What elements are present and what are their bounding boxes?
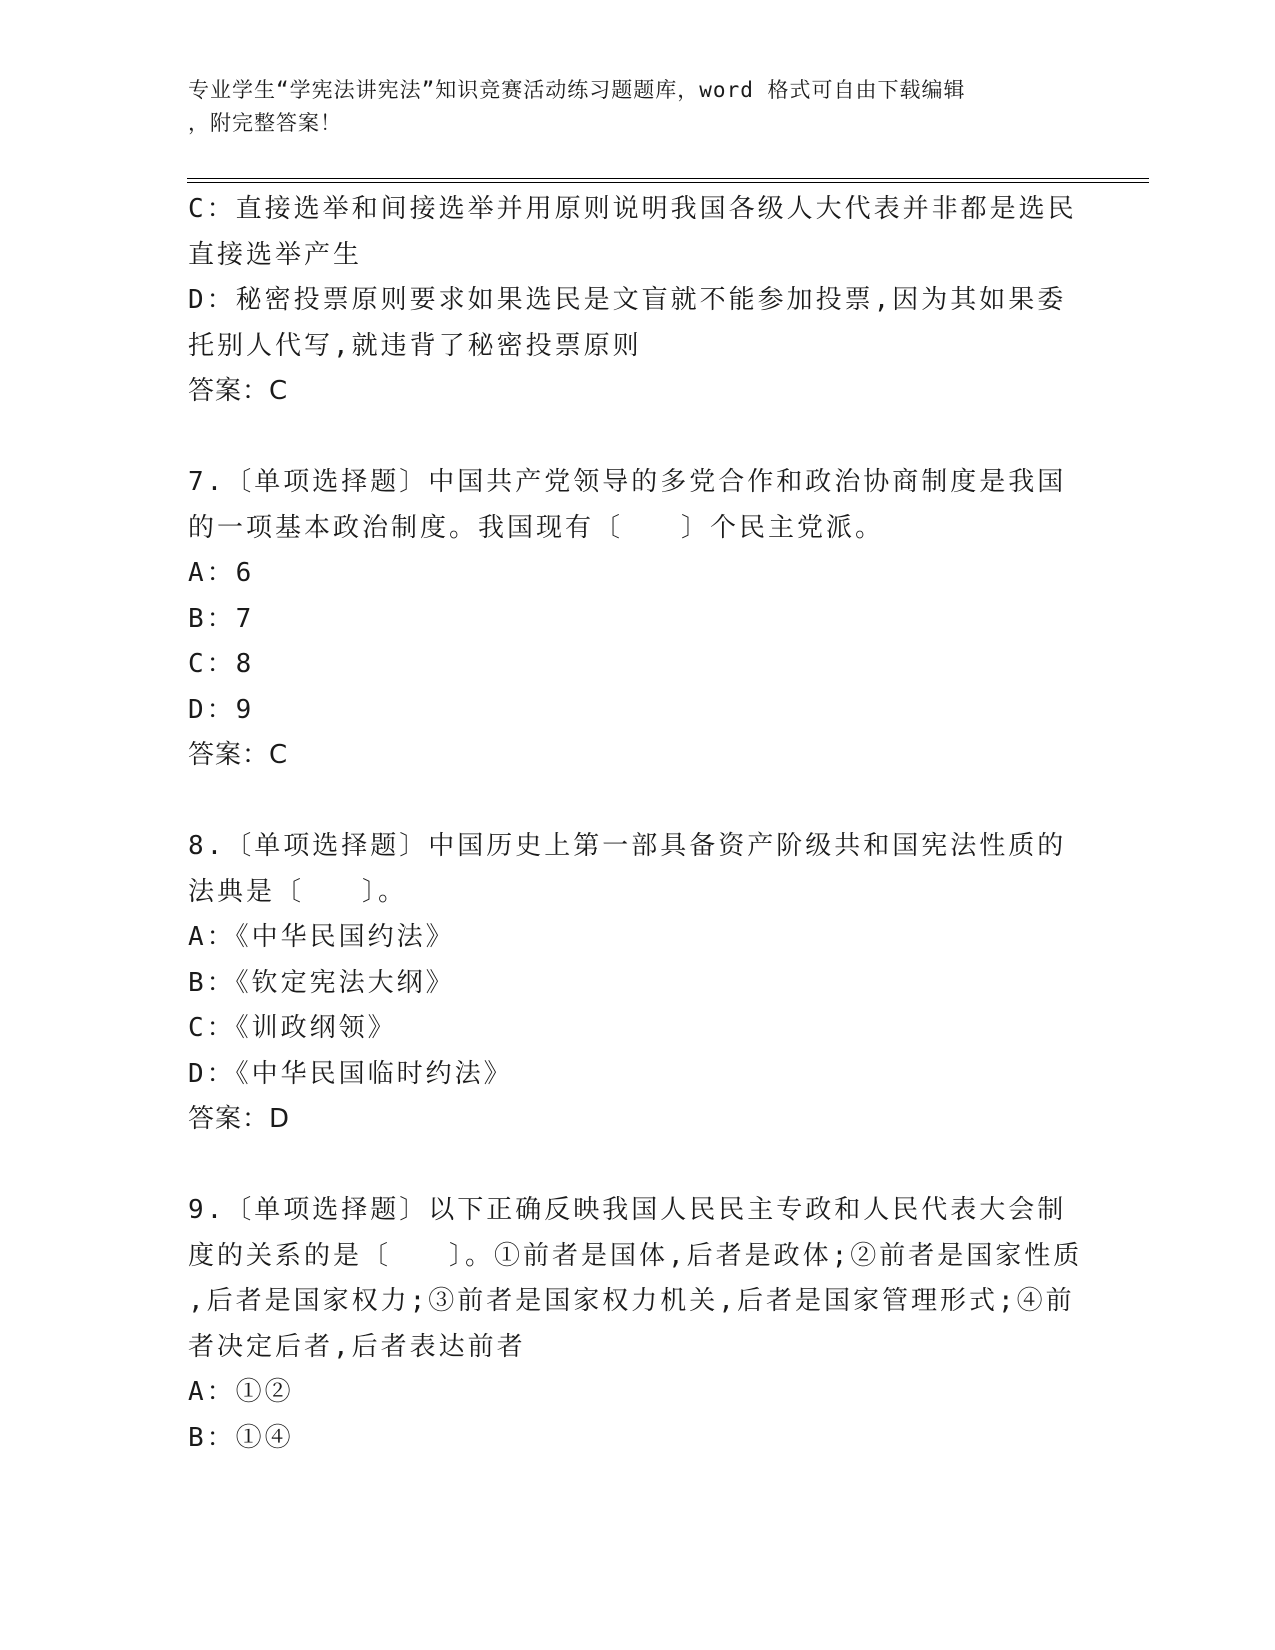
option-d: D：《中华民国临时约法》 xyxy=(188,1058,513,1089)
question-list xyxy=(188,187,1088,1461)
option-b: B：①④ xyxy=(188,1422,294,1453)
option-a: A：《中华民国约法》 xyxy=(188,922,455,952)
spacer xyxy=(188,779,1088,825)
question-stem-continued: 的一项基本政治制度。我国现有〔 〕个民主党派。 xyxy=(188,512,885,543)
question-stem-continued: 者决定后者,后者表达前者 xyxy=(188,1331,526,1362)
question-stem-continued: 法典是〔 〕。 xyxy=(188,876,408,907)
option-b: B：7 xyxy=(188,603,255,634)
document-header xyxy=(188,74,1068,140)
answer: 答案：D xyxy=(188,1104,291,1134)
option-c: C：8 xyxy=(188,649,255,679)
spacer xyxy=(188,1143,1088,1189)
answer: 答案：C xyxy=(188,740,289,770)
option-c: C：直接选举和间接选举并用原则说明我国各级人大代表并非都是选民 xyxy=(188,194,1077,224)
option-b: B：《钦定宪法大纲》 xyxy=(188,967,455,998)
question-7 xyxy=(188,460,1088,779)
option-a: A：①② xyxy=(188,1377,294,1407)
answer: 答案：C xyxy=(188,376,289,406)
question-stem: 9.〔单项选择题〕以下正确反映我国人民民主专政和人民代表大会制 xyxy=(188,1195,1067,1225)
option-a: A：6 xyxy=(188,558,255,588)
question-9 xyxy=(188,1188,1088,1461)
header-double-rule xyxy=(187,178,1149,183)
header-title-line-2: ，附完整答案！ xyxy=(188,111,342,135)
option-c: C：《训政纲领》 xyxy=(188,1013,397,1043)
spacer xyxy=(188,415,1088,461)
question-stem: 8.〔单项选择题〕中国历史上第一部具备资产阶级共和国宪法性质的 xyxy=(188,831,1067,861)
option-d: D：秘密投票原则要求如果选民是文盲就不能参加投票,因为其如果委 xyxy=(188,285,1067,315)
question-stem: 7.〔单项选择题〕中国共产党领导的多党合作和政治协商制度是我国 xyxy=(188,467,1067,497)
option-c-continued: 直接选举产生 xyxy=(188,239,363,270)
option-d-continued: 托别人代写,就违背了秘密投票原则 xyxy=(188,330,642,361)
question-stem-continued: 度的关系的是〔 〕。①前者是国体,后者是政体;②前者是国家性质 xyxy=(188,1240,1083,1271)
option-d: D：9 xyxy=(188,694,255,725)
header-title-line-1: 专业学生“学宪法讲宪法”知识竞赛活动练习题题库，word 格式可自由下载编辑 xyxy=(188,78,966,102)
question-8 xyxy=(188,824,1088,1143)
question-stem-continued: ,后者是国家权力;③前者是国家权力机关,后者是国家管理形式;④前 xyxy=(188,1286,1075,1316)
question-6-tail xyxy=(188,187,1088,415)
